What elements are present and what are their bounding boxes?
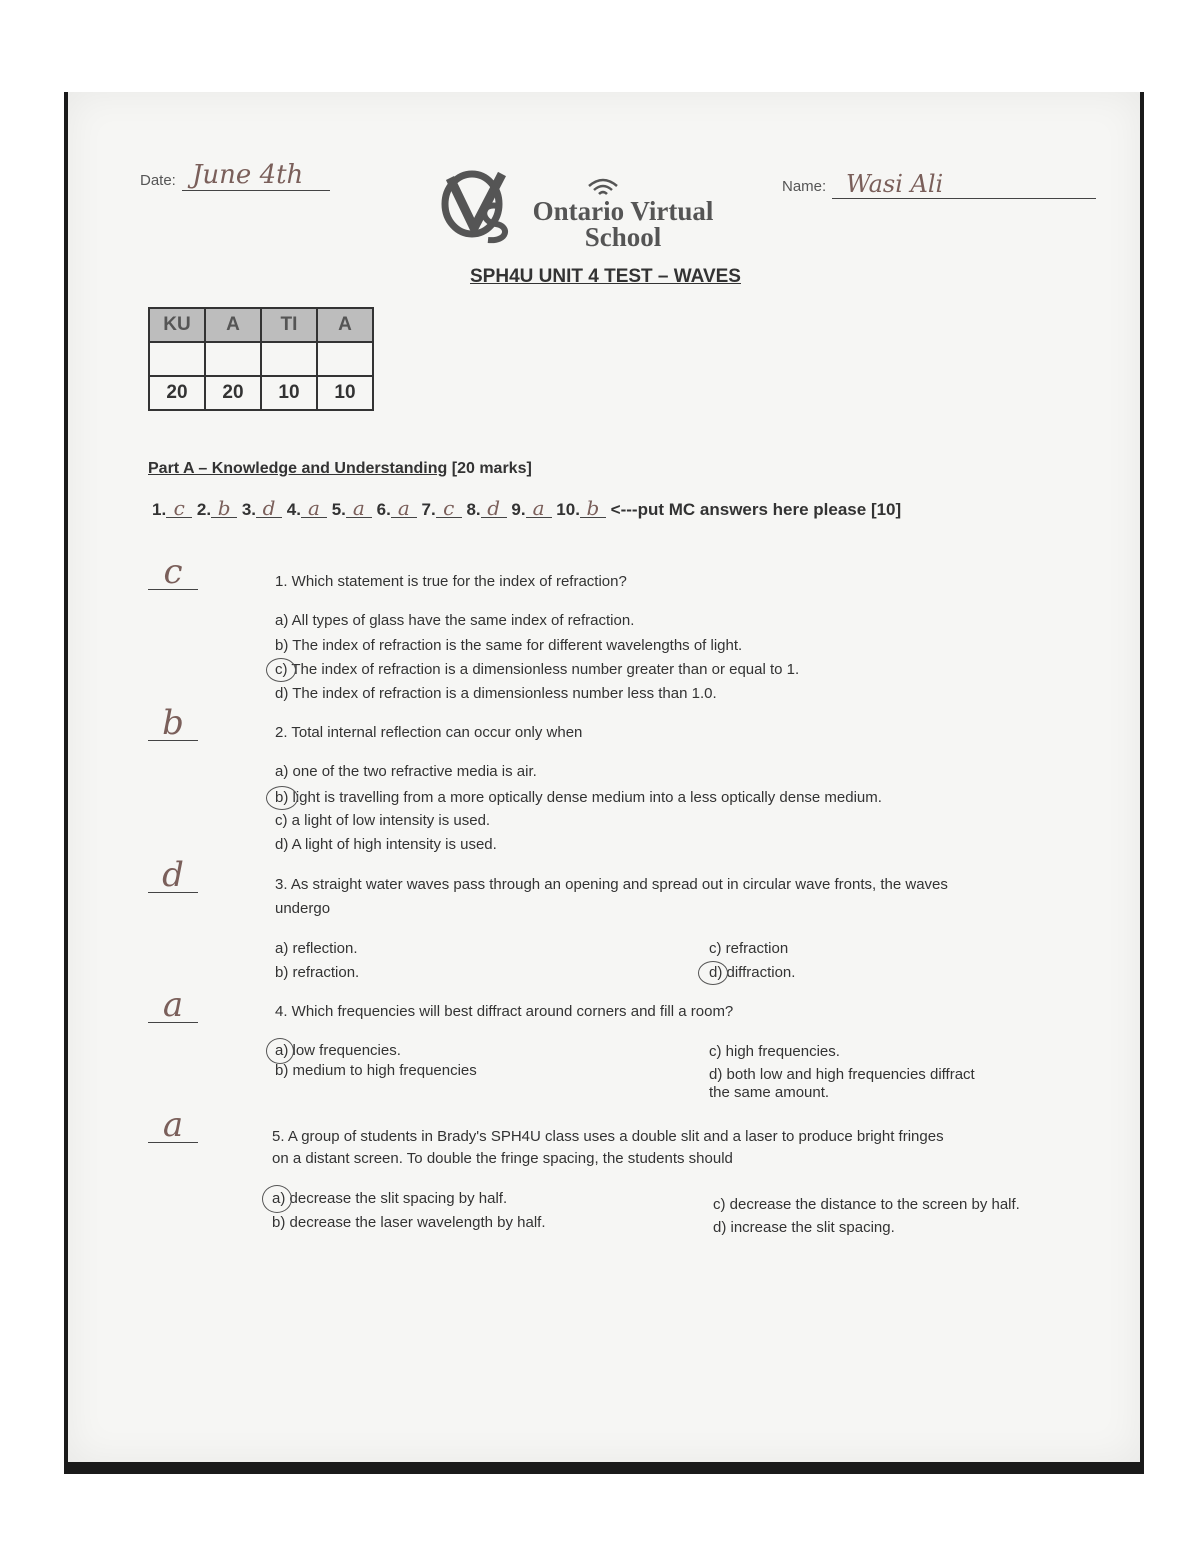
q1-option-c: c) The index of refraction is a dimensionless number greater than or equal to 1. — [275, 661, 800, 678]
marks-total-a: 20 — [205, 376, 261, 410]
answer-line-q5: a — [148, 1108, 198, 1143]
mc-answer: b — [211, 499, 237, 518]
q4-option-d-cont: the same amount. — [709, 1084, 830, 1101]
q5-option-c: c) decrease the distance to the screen by half. — [713, 1196, 1020, 1213]
question-3-text-line-1: 3. As straight water waves pass through an opening and spread out in circular wave fronts, the waves — [275, 876, 948, 893]
answer-line-q2: b — [148, 706, 198, 741]
name-value: Wasi Ali — [846, 170, 944, 198]
name-field — [832, 168, 1096, 199]
mc-answer: a — [526, 499, 552, 518]
logo-line-2: School — [584, 222, 662, 252]
mc-number: 7. — [421, 500, 436, 519]
q1-selected-circle-icon — [266, 658, 296, 682]
question-4-text: 4. Which frequencies will best diffract around corners and fill a room? — [275, 1003, 734, 1020]
mc-number: 2. — [196, 500, 212, 519]
test-title: SPH4U UNIT 4 TEST – WAVES — [470, 266, 741, 287]
question-5-text-line-1: 5. A group of students in Brady's SPH4U class uses a double slit and a laser to produce bright fringes — [272, 1128, 944, 1145]
marks-score-cell — [149, 342, 205, 376]
marks-score-cell — [205, 342, 261, 376]
q3-option-b: b) refraction. — [275, 964, 360, 981]
q5-option-d: d) increase the slit spacing. — [713, 1219, 895, 1236]
ovs-logo-icon — [440, 166, 520, 246]
q4-option-a: a) low frequencies. — [275, 1042, 401, 1059]
marks-score-row — [149, 342, 373, 376]
mc-number: 10. — [556, 500, 580, 519]
mc-answer: c — [166, 499, 192, 518]
q2-option-b: b) light is travelling from a more optically dense medium into a less optically dense medium. — [275, 789, 882, 806]
mc-answer: c — [436, 499, 462, 518]
marks-header-a2: A — [317, 308, 373, 342]
q3-option-a: a) reflection. — [275, 940, 358, 957]
marks-table — [148, 307, 374, 411]
question-5-text-line-2: on a distant screen. To double the fringe spacing, the students should — [272, 1150, 733, 1167]
answer-line-q4: a — [148, 988, 198, 1023]
question-2-text: 2. Total internal reflection can occur only when — [275, 724, 583, 741]
marks-total-ku: 20 — [149, 376, 205, 410]
part-a-heading — [148, 460, 532, 478]
date-field — [182, 160, 330, 191]
marks-score-cell — [261, 342, 317, 376]
q3-selected-circle-icon — [698, 961, 728, 985]
q2-option-a: a) one of the two refractive media is air. — [275, 763, 537, 780]
marks-header-ti: TI — [261, 308, 317, 342]
marks-header-a: A — [205, 308, 261, 342]
mc-number: 4. — [286, 500, 301, 519]
mc-number: 6. — [376, 500, 391, 519]
date-label: Date: — [140, 172, 176, 189]
mc-number: 1. — [152, 500, 167, 519]
marks-total-ti: 10 — [261, 376, 317, 410]
question-3-text-line-2: undergo — [275, 900, 331, 917]
mc-number: 3. — [241, 500, 257, 519]
answer-line-q1: c — [148, 555, 198, 590]
mc-answer: d — [256, 499, 282, 518]
q2-option-c: c) a light of low intensity is used. — [275, 812, 491, 829]
marks-header-ku: KU — [149, 308, 205, 342]
q5-selected-circle-icon — [262, 1185, 292, 1213]
q2-selected-circle-icon — [266, 786, 298, 810]
q1-option-d: d) The index of refraction is a dimensionless number less than 1.0. — [275, 685, 717, 702]
answer-line-q3: d — [148, 858, 198, 893]
question-1-text: 1. Which statement is true for the index of refraction? — [275, 573, 627, 590]
q5-option-b: b) decrease the laser wavelength by half. — [272, 1214, 546, 1231]
mc-answer-row — [152, 496, 902, 520]
name-label: Name: — [782, 178, 827, 195]
mc-note: <---put MC answers here please [10] — [610, 500, 902, 519]
q5-option-a: a) decrease the slit spacing by half. — [272, 1190, 508, 1207]
marks-total-row — [149, 376, 373, 410]
date-value: June 4th — [192, 160, 304, 190]
q1-option-b: b) The index of refraction is the same for different wavelengths of light. — [275, 637, 743, 654]
q4-option-c: c) high frequencies. — [709, 1043, 840, 1060]
q2-option-d: d) A light of high intensity is used. — [275, 836, 497, 853]
wifi-icon — [585, 176, 621, 198]
q3-option-c: c) refraction — [709, 940, 789, 957]
q3-option-d: d) diffraction. — [709, 964, 796, 981]
mc-number: 9. — [511, 500, 526, 519]
q4-option-b: b) medium to high frequencies — [275, 1062, 477, 1079]
mc-number: 5. — [331, 500, 346, 519]
marks-score-cell — [317, 342, 373, 376]
q1-option-a: a) All types of glass have the same index of refraction. — [275, 612, 635, 629]
test-paper — [64, 92, 1144, 1474]
q4-option-d: d) both low and high frequencies diffract — [709, 1066, 975, 1083]
mc-answer: a — [391, 499, 417, 518]
mc-number: 8. — [466, 500, 481, 519]
marks-total-a2: 10 — [317, 376, 373, 410]
mc-answer: d — [481, 499, 507, 518]
mc-answer: a — [346, 499, 372, 518]
logo-line-1: Ontario Virtual — [532, 196, 714, 226]
part-a-marks: [20 marks] — [451, 460, 532, 477]
mc-answer: b — [580, 499, 606, 518]
mc-answer: a — [301, 499, 327, 518]
marks-header-row — [149, 308, 373, 342]
part-a-title: Part A – Knowledge and Understanding — [148, 460, 448, 477]
